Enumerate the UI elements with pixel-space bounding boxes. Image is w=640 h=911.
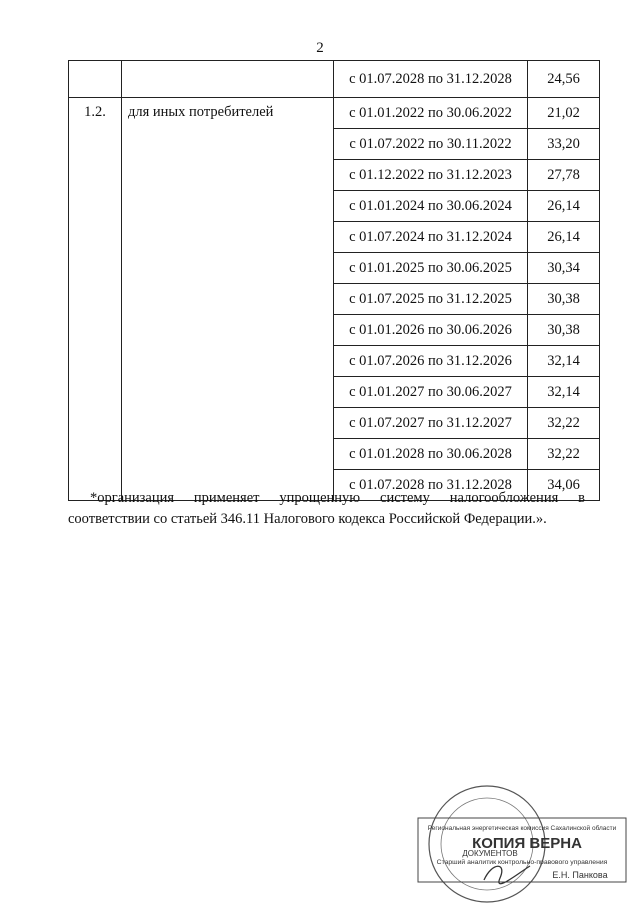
row-number-cell: 1.2. bbox=[69, 98, 122, 501]
tariff-value-cell: 30,34 bbox=[528, 253, 600, 284]
period-cell: с 01.07.2028 по 31.12.2028 bbox=[334, 61, 528, 98]
tariff-value-cell: 30,38 bbox=[528, 315, 600, 346]
signature-mark bbox=[484, 866, 530, 884]
stamp-position: Старший аналитик контрольно-правового управления bbox=[436, 859, 608, 866]
period-cell: с 01.07.2027 по 31.12.2027 bbox=[334, 408, 528, 439]
period-cell: с 01.01.2027 по 30.06.2027 bbox=[334, 377, 528, 408]
period-cell: с 01.07.2025 по 31.12.2025 bbox=[334, 284, 528, 315]
certification-stamp bbox=[412, 782, 632, 907]
period-cell: с 01.01.2024 по 30.06.2024 bbox=[334, 191, 528, 222]
page-number: 2 bbox=[316, 40, 324, 56]
period-cell: с 01.01.2025 по 30.06.2025 bbox=[334, 253, 528, 284]
tariff-value-cell: 21,02 bbox=[528, 98, 600, 129]
consumer-cell bbox=[122, 61, 334, 98]
period-cell: с 01.01.2028 по 30.06.2028 bbox=[334, 439, 528, 470]
tariff-value-cell: 26,14 bbox=[528, 191, 600, 222]
tariff-table bbox=[68, 60, 600, 501]
tariff-value-cell: 26,14 bbox=[528, 222, 600, 253]
number-cell bbox=[69, 61, 122, 98]
tariff-value-cell: 33,20 bbox=[528, 129, 600, 160]
tariff-value-cell: 34,06 bbox=[528, 470, 600, 501]
stamp-title: КОПИЯ ВЕРНА bbox=[472, 835, 582, 852]
tariff-value-cell: 32,22 bbox=[528, 408, 600, 439]
period-cell: с 01.01.2022 по 30.06.2022 bbox=[334, 98, 528, 129]
period-cell: с 01.07.2024 по 31.12.2024 bbox=[334, 222, 528, 253]
period-cell: с 01.07.2026 по 31.12.2026 bbox=[334, 346, 528, 377]
tariff-value-cell: 32,14 bbox=[528, 377, 600, 408]
tariff-value-cell: 32,22 bbox=[528, 439, 600, 470]
tariff-value-cell: 24,56 bbox=[528, 61, 600, 98]
period-cell: с 01.07.2022 по 30.11.2022 bbox=[334, 129, 528, 160]
stamp-name: Е.Н. Панкова bbox=[552, 870, 608, 880]
tariff-value-cell: 27,78 bbox=[528, 160, 600, 191]
table-row bbox=[69, 98, 600, 129]
period-cell: с 01.07.2028 по 31.12.2028 bbox=[334, 470, 528, 501]
period-cell: с 01.01.2026 по 30.06.2026 bbox=[334, 315, 528, 346]
table-row bbox=[69, 61, 600, 98]
seal-text: ДОКУМЕНТОВ bbox=[462, 849, 518, 858]
tariff-value-cell: 30,38 bbox=[528, 284, 600, 315]
stamp-org-line: Региональная энергетическая комиссия Сахалинской области bbox=[427, 825, 617, 832]
consumer-category-cell: для иных потребителей bbox=[122, 98, 334, 501]
footnote: *организация применяет упрощенную систему налогообложения в соответствии со статьей 346.11 Налогового кодекса Российской Федерации.». bbox=[68, 490, 585, 527]
period-cell: с 01.12.2022 по 31.12.2023 bbox=[334, 160, 528, 191]
tariff-value-cell: 32,14 bbox=[528, 346, 600, 377]
